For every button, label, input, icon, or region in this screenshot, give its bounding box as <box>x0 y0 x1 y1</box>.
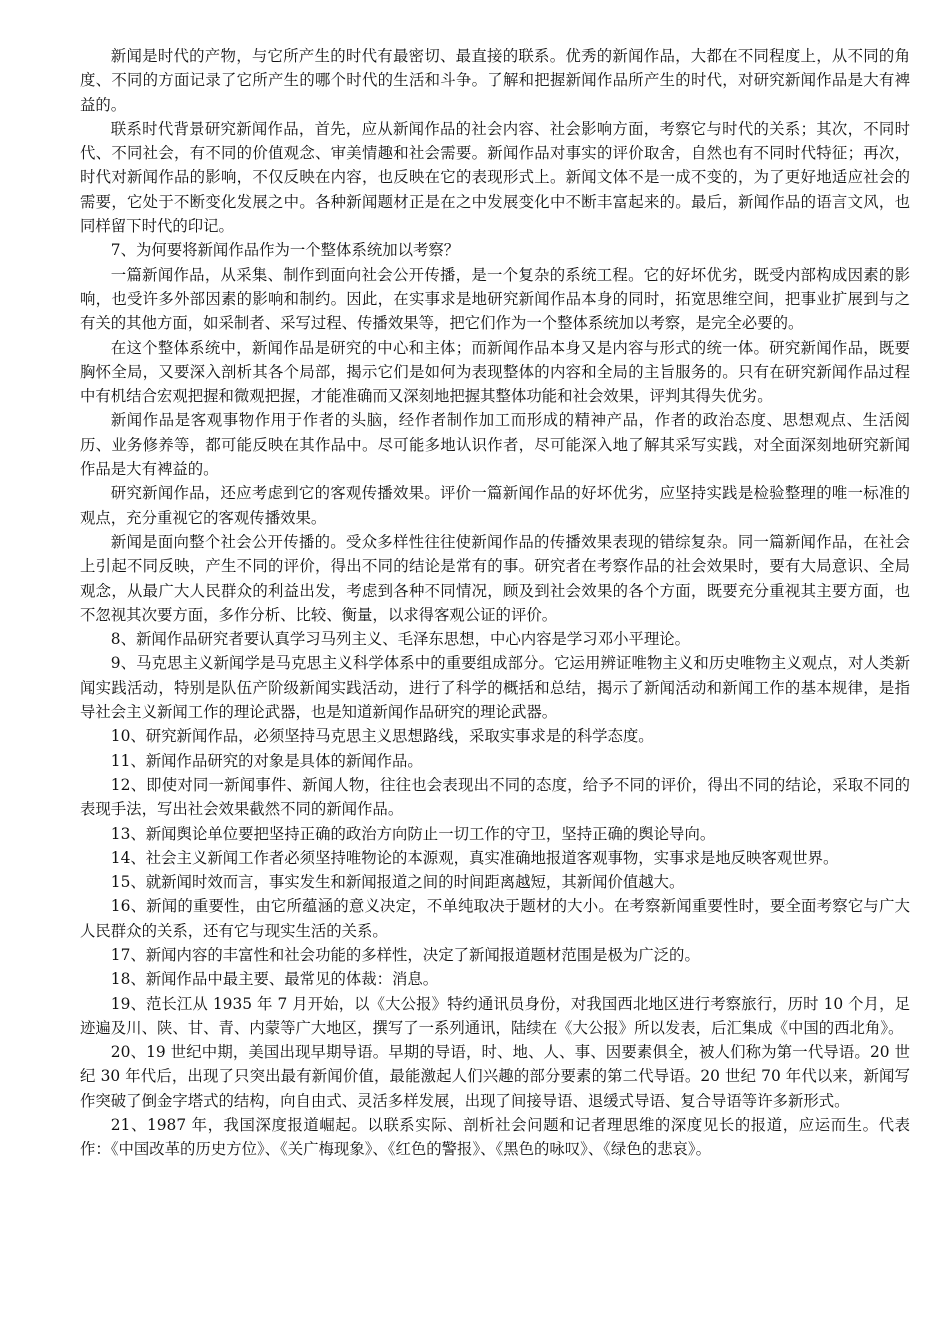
numbered-item: 12、即使对同一新闻事件、新闻人物，往往也会表现出不同的态度，给予不同的评价，得出不同的结论，采取不同的表现手法，写出社会效果截然不同的新闻作品。 <box>80 775 910 819</box>
paragraph: 联系时代背景研究新闻作品，首先，应从新闻作品的社会内容、社会影响方面，考察它与时代的关系；其次，不同时代、不同社会，有不同的价值观念、审美情趣和社会需要。新闻作品对事实的评价取舍，自然也有不同时代特征；再次，时代对新闻作品的影响，不仅反映在内容，也反映在它的表现形式上。新闻文体不是一成不变的，为了更好地适应社会的需要，它处于不断变化发展之中。各种新闻题材正是在之中发展变化中不断丰富起来的。最后，新闻作品的语言文风，也同样留下时代的印记。 <box>80 119 910 236</box>
question-heading: 7、为何要将新闻作品作为一个整体系统加以考察？ <box>110 241 460 260</box>
numbered-item: 19、范长江从 1935 年 7 月开始，以《大公报》特约通讯员身份，对我国西北地区进行考察旅行，历时 10 个月，足迹遍及川、陕、甘、青、内蒙等广大地区，撰写了一系列通讯，陆续在《大公报》所以发表，后汇集成《中国的西北角》。 <box>80 994 910 1037</box>
paragraph: 一篇新闻作品，从采集、制作到面向社会公开传播，是一个复杂的系统工程。它的好坏优劣，既受内部构成因素的影响，也受许多外部因素的影响和制约。因此，在实事求是地研究新闻作品本身的同时，拓宽思维空间，把事业扩展到与之有关的其他方面，如采制者、采写过程、传播效果等，把它们作为一个整体系统加以考察，是完全必要的。 <box>80 265 910 333</box>
paragraph: 新闻是面向整个社会公开传播的。受众多样性往往使新闻作品的传播效果表现的错综复杂。同一篇新闻作品，在社会上引起不同反映，产生不同的评价，得出不同的结论是常有的事。研究者在考察作品的社会效果时，要有大局意识、全局观念，从最广大人民群众的利益出发，考虑到各种不同情况，顾及到社会效果的各个方面，既要充分重视其主要方面，也不忽视其次要方面，多作分析、比较、衡量，以求得客观公证的评价。 <box>80 532 910 624</box>
numbered-item: 21、1987 年，我国深度报道崛起。以联系实际、剖析社会问题和记者理思维的深度见长的报道，应运而生。代表作：《中国改革的历史方位》、《关广梅现象》、《红色的警报》、《黑色的咏叹》、《绿色的悲哀》。 <box>80 1116 910 1159</box>
paragraph: 新闻是时代的产物，与它所产生的时代有最密切、最直接的联系。优秀的新闻作品，大都在不同程度上，从不同的角度、不同的方面记录了它所产生的哪个时代的生活和斗争。了解和把握新闻作品所产生的时代，对研究新闻作品是大有裨益的。 <box>80 47 910 114</box>
numbered-item: 9、马克思主义新闻学是马克思主义科学体系中的重要组成部分。它运用辨证唯物主义和历史唯物主义观点，对人类新闻实践活动，特别是队伍产阶级新闻实践活动，进行了科学的概括和总结，揭示了新闻活动和新闻工作的基本规律，是指导社会主义新闻工作的理论武器，也是知道新闻作品研究的理论武器。 <box>80 654 910 722</box>
numbered-item: 18、新闻作品中最主要、最常见的体裁：消息。 <box>110 970 439 989</box>
numbered-item: 10、研究新闻作品，必须坚持马克思主义思想路线，采取实事求是的科学态度。 <box>110 727 654 746</box>
paragraph: 研究新闻作品，还应考虑到它的客观传播效果。评价一篇新闻作品的好坏优劣，应坚持实践是检验整理的唯一标准的观点，充分重视它的客观传播效果。 <box>80 484 910 527</box>
numbered-item: 8、新闻作品研究者要认真学习马列主义、毛泽东思想，中心内容是学习邓小平理论。 <box>110 630 691 649</box>
numbered-item: 16、新闻的重要性，由它所蕴涵的意义决定，不单纯取决于题材的大小。在考察新闻重要性时，要全面考察它与广大人民群众的关系，还有它与现实生活的关系。 <box>80 897 910 940</box>
numbered-item: 11、新闻作品研究的对象是具体的新闻作品。 <box>110 751 423 770</box>
numbered-item: 20、19 世纪中期，美国出现早期导语。早期的导语，时、地、人、事、因要素俱全，被人们称为第一代导语。20 世纪 30 年代后，出现了只突出最有新闻价值，最能激起人们兴趣的部分要素的第二代导语。20 世纪 70 年代以来，新闻写作突破了倒金字塔式的结构，向自由式、灵活多样发展，出现了间接导语、退缓式导语、复合导语等许多新形式。 <box>80 1043 910 1110</box>
numbered-item: 15、就新闻时效而言，事实发生和新闻报道之间的时间距离越短，其新闻价值越大。 <box>110 873 685 892</box>
numbered-item: 13、新闻舆论单位要把坚持正确的政治方向防止一切工作的守卫，坚持正确的舆论导向。 <box>110 824 716 843</box>
document-page <box>80 44 910 1162</box>
paragraph: 在这个整体系统中，新闻作品是研究的中心和主体；而新闻作品本身又是内容与形式的统一体。研究新闻作品，既要胸怀全局，又要深入剖析其各个局部，揭示它们是如何为表现整体的内容和全局的主旨服务的。只有在研究新闻作品过程中有机结合宏观把握和微观把握，才能准确而又深刻地把握其整体功能和社会效果，评判其得失优劣。 <box>80 338 910 406</box>
numbered-item: 14、社会主义新闻工作者必须坚持唯物论的本源观，真实准确地报道客观事物，实事求是地反映客观世界。 <box>110 848 839 867</box>
paragraph: 新闻作品是客观事物作用于作者的头脑，经作者制作加工而形成的精神产品，作者的政治态度、思想观点、生活阅历、业务修养等，都可能反映在其作品中。尽可能多地认识作者，尽可能深入地了解其采写实践，对全面深刻地研究新闻作品是大有裨益的。 <box>80 411 910 479</box>
numbered-item: 17、新闻内容的丰富性和社会功能的多样性，决定了新闻报道题材范围是极为广泛的。 <box>110 945 700 964</box>
